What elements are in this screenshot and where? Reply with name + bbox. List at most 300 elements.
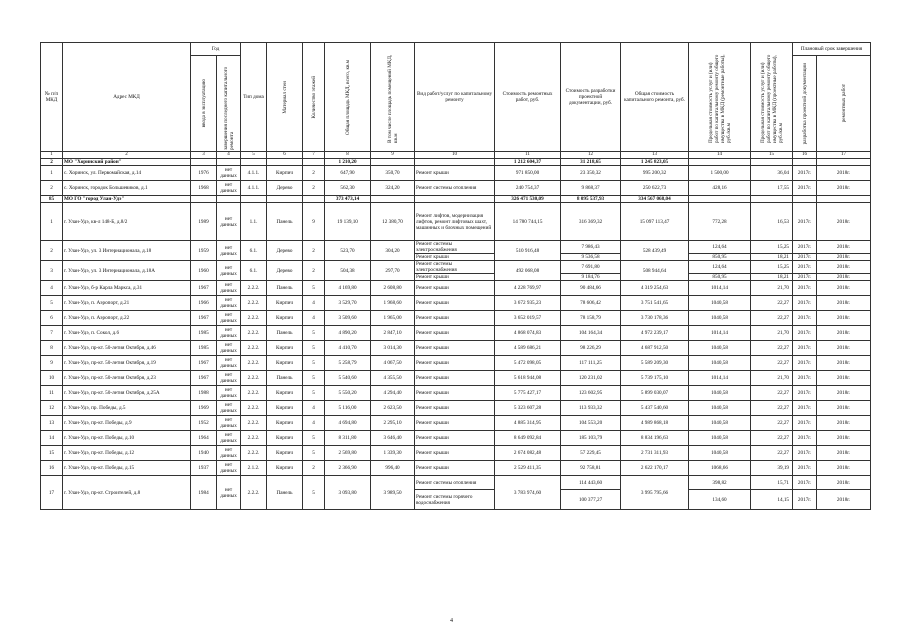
table-cell: 5 618 944,08 xyxy=(495,371,561,386)
table-cell: 2018г. xyxy=(817,281,871,296)
table-cell: 14 xyxy=(41,431,63,446)
table-cell: 92 758,81 xyxy=(561,461,621,476)
table-cell: 10 xyxy=(41,371,63,386)
table-cell: 2 731 311,93 xyxy=(621,446,689,461)
table-cell: нет данных xyxy=(217,446,241,461)
table-cell: 2.2.2. xyxy=(241,386,267,401)
table-cell: 4 294,40 xyxy=(371,386,415,401)
table-cell: Кирпич xyxy=(267,341,303,356)
table-cell: 3 989,50 xyxy=(371,476,415,510)
table-cell: 3 995 795,66 xyxy=(621,476,689,510)
table-cell xyxy=(817,159,871,166)
table-cell: нет данных xyxy=(217,281,241,296)
table-cell: 1952 xyxy=(191,416,217,431)
table-cell: 1960 xyxy=(191,261,217,281)
table-cell: 104 164,34 xyxy=(561,326,621,341)
table-row xyxy=(41,261,871,274)
document-sheet xyxy=(40,42,870,510)
table-cell: 2017г. xyxy=(793,241,817,254)
table-cell: 2.2.2. xyxy=(241,341,267,356)
page-number: 4 xyxy=(450,618,453,624)
table-cell: 428,16 xyxy=(689,181,751,196)
table-cell: нет данных xyxy=(217,461,241,476)
header-total-area: Общая площадь МКД, всего, кв.м xyxy=(325,43,371,152)
table-cell: 4 868 074,83 xyxy=(495,326,561,341)
table-cell: 4 xyxy=(303,401,325,416)
table-cell: 2.2.2. xyxy=(241,311,267,326)
summary-row xyxy=(41,196,871,203)
table-cell: 1 245 823,05 xyxy=(621,159,689,166)
table-cell: 2018г. xyxy=(817,356,871,371)
table-cell: 971 850,00 xyxy=(495,166,561,181)
table-cell: нет данных xyxy=(217,401,241,416)
table-cell: Ремонт крыши xyxy=(415,356,495,371)
table-cell: 5 xyxy=(303,476,325,510)
table-cell xyxy=(689,196,751,203)
table-cell: Дерево xyxy=(267,261,303,281)
table-cell: Кирпич xyxy=(267,461,303,476)
table-cell: 1040,58 xyxy=(689,341,751,356)
table-cell: Ремонт крыши xyxy=(415,416,495,431)
table-cell: 114 443,60 xyxy=(561,476,621,490)
table-cell: 2.2.2. xyxy=(241,371,267,386)
table-cell: 31 218,65 xyxy=(561,159,621,166)
table-cell: Ремонт крыши xyxy=(415,166,495,181)
table-cell: 1985 xyxy=(191,326,217,341)
table-cell: 1014,14 xyxy=(689,371,751,386)
header-year-repair: завершения последнего капитального ремонта xyxy=(217,56,241,152)
table-cell xyxy=(241,159,267,166)
table-row xyxy=(41,461,871,476)
table-cell: 1040,58 xyxy=(689,431,751,446)
table-cell: г. Улан-Удэ, пр-кт. Строителей, д.8 xyxy=(63,476,191,510)
table-cell: 21,70 xyxy=(751,371,793,386)
table-cell: 2018г. xyxy=(817,416,871,431)
table-cell: 850,95 xyxy=(689,254,751,261)
table-cell: Панель xyxy=(267,281,303,296)
table-cell: Кирпич xyxy=(267,401,303,416)
table-cell xyxy=(191,196,217,203)
header-deadline-design: разработка проектной документации xyxy=(793,56,817,152)
repair-table xyxy=(40,42,871,510)
table-cell: 14 780 744,15 xyxy=(495,203,561,241)
table-cell: 2017г. xyxy=(793,203,817,241)
table-cell: 6.1. xyxy=(241,241,267,261)
table-cell: 2018г. xyxy=(817,476,871,490)
table-cell: 2.2.2. xyxy=(241,431,267,446)
table-cell: 2018г. xyxy=(817,371,871,386)
table-cell: 3 xyxy=(41,261,63,281)
table-row xyxy=(41,281,871,296)
table-cell xyxy=(751,159,793,166)
table-cell: 2017г. xyxy=(793,416,817,431)
table-cell: Кирпич xyxy=(267,311,303,326)
table-cell: г. Улан-Удэ, кв-л 148-Б, д.8/2 xyxy=(63,203,191,241)
table-cell: 2017г. xyxy=(793,274,817,281)
table-cell xyxy=(267,196,303,203)
table-cell: 19 139,10 xyxy=(325,203,371,241)
summary-row xyxy=(41,159,871,166)
table-cell: 1.1. xyxy=(241,203,267,241)
table-cell: 334 567 068,04 xyxy=(621,196,689,203)
table-cell: 85 xyxy=(41,196,63,203)
table-cell: нет данных xyxy=(217,181,241,196)
table-cell: 2 xyxy=(41,159,63,166)
table-cell: Кирпич xyxy=(267,446,303,461)
table-cell xyxy=(303,159,325,166)
table-cell: Кирпич xyxy=(267,386,303,401)
table-cell: 22,27 xyxy=(751,401,793,416)
table-cell: 1968 xyxy=(191,181,217,196)
table-cell: 1040,58 xyxy=(689,296,751,311)
table-cell: 5 323 607,28 xyxy=(495,401,561,416)
table-cell: 2 xyxy=(303,261,325,281)
table-cell: г. Улан-Удэ, пр-кт. Победы, д.9 xyxy=(63,416,191,431)
table-cell: 7 xyxy=(41,326,63,341)
table-cell: 647,90 xyxy=(325,166,371,181)
header-deadline-repair: ремонтных работ xyxy=(817,56,871,152)
table-cell: 1 965,00 xyxy=(371,311,415,326)
table-cell: 18,21 xyxy=(751,274,793,281)
table-cell: 2 674 082,48 xyxy=(495,446,561,461)
table-cell: Панель xyxy=(267,476,303,510)
header-design-cost: Стоимость разработки проектной документации, руб. xyxy=(561,43,621,152)
table-cell: 120 231,02 xyxy=(561,371,621,386)
table-cell: 2017г. xyxy=(793,281,817,296)
table-cell: 185 103,79 xyxy=(561,431,621,446)
table-cell: г. Улан-Удэ, п. Аэропорт, д.21 xyxy=(63,296,191,311)
table-cell xyxy=(371,159,415,166)
table-cell: Ремонт крыши xyxy=(415,341,495,356)
table-cell: 1 210,20 xyxy=(325,159,371,166)
table-row xyxy=(41,296,871,311)
table-row xyxy=(41,166,871,181)
table-cell: 2.2.2. xyxy=(241,356,267,371)
table-cell: 2017г. xyxy=(793,386,817,401)
table-cell: Ремонт крыши xyxy=(415,326,495,341)
table-row xyxy=(41,416,871,431)
table-cell: 2 569,80 xyxy=(325,446,371,461)
table-cell: 2 622 170,17 xyxy=(621,461,689,476)
table-cell: Ремонт системы электроснабжения xyxy=(415,261,495,274)
table-cell: 2018г. xyxy=(817,446,871,461)
table-cell: 2017г. xyxy=(793,461,817,476)
table-cell: 2.2.2. xyxy=(241,446,267,461)
table-cell: 17 xyxy=(41,476,63,510)
table-cell: 1 212 604,37 xyxy=(495,159,561,166)
table-cell: 8 095 537,93 xyxy=(561,196,621,203)
table-cell: Кирпич xyxy=(267,166,303,181)
table-cell: 16 xyxy=(41,461,63,476)
table-cell: 5 258,79 xyxy=(325,356,371,371)
table-cell: 8 311,80 xyxy=(325,431,371,446)
table-cell: 23 350,32 xyxy=(561,166,621,181)
table-cell: 2018г. xyxy=(817,461,871,476)
table-cell: 2017г. xyxy=(793,261,817,274)
table-cell: 1964 xyxy=(191,431,217,446)
table-cell: 22,27 xyxy=(751,446,793,461)
table-cell: 8 834 196,63 xyxy=(621,431,689,446)
table-cell: 5 xyxy=(303,431,325,446)
table-cell: 324,20 xyxy=(371,181,415,196)
table-cell: 5 739 175,10 xyxy=(621,371,689,386)
header-limit-cost2: Предельная стоимость услуг и (или) работ по капитальному ремонту общего имущества в МКД (проектные работы), руб./кв.м xyxy=(751,43,793,152)
table-cell: 15,71 xyxy=(751,476,793,490)
table-cell: 2017г. xyxy=(793,446,817,461)
table-cell: 250 622,73 xyxy=(621,181,689,196)
table-cell xyxy=(817,196,871,203)
table-cell: 2 847,10 xyxy=(371,326,415,341)
table-cell: 508 944,64 xyxy=(621,261,689,281)
table-cell: 4 687 912,50 xyxy=(621,341,689,356)
table-cell: 5 xyxy=(303,341,325,356)
table-cell: 2.2.2. xyxy=(241,401,267,416)
table-cell: 995 200,32 xyxy=(621,166,689,181)
table-cell: 2017г. xyxy=(793,181,817,196)
table-cell: 5 xyxy=(303,356,325,371)
table-cell: 21,70 xyxy=(751,281,793,296)
table-cell: 21,70 xyxy=(751,326,793,341)
table-cell: 117 111,25 xyxy=(561,356,621,371)
table-cell: 2.2.2. xyxy=(241,281,267,296)
table-cell: 2017г. xyxy=(793,296,817,311)
table-cell: 2 xyxy=(303,461,325,476)
table-cell: 9 536,58 xyxy=(561,254,621,261)
table-cell: 1014,14 xyxy=(689,281,751,296)
table-cell: Ремонт крыши xyxy=(415,274,495,281)
table-cell: 3 672 935,23 xyxy=(495,296,561,311)
table-cell: 3 652 019,57 xyxy=(495,311,561,326)
table-cell: Дерево xyxy=(267,241,303,261)
table-cell xyxy=(415,196,495,203)
table-cell: 78 606,42 xyxy=(561,296,621,311)
table-cell: 5 540,60 xyxy=(325,371,371,386)
table-cell: 2018г. xyxy=(817,311,871,326)
table-row xyxy=(41,431,871,446)
table-cell: 5 xyxy=(41,296,63,311)
table-row xyxy=(41,203,871,241)
header-limit-cost: Предельная стоимость услуг и (или) работ по капитальному ремонту общего имущества в МКД (ремонтные работы), руб./кв.м xyxy=(689,43,751,152)
table-cell: 562,30 xyxy=(325,181,371,196)
table-cell: Ремонт крыши xyxy=(415,431,495,446)
table-cell: 350,70 xyxy=(371,166,415,181)
table-cell: Ремонт крыши xyxy=(415,446,495,461)
table-cell: 373 473,14 xyxy=(325,196,371,203)
table-cell: 1969 xyxy=(191,401,217,416)
table-cell: 5 xyxy=(303,326,325,341)
table-cell: 2017г. xyxy=(793,371,817,386)
table-cell: 22,27 xyxy=(751,296,793,311)
table-cell xyxy=(793,159,817,166)
table-cell: 850,95 xyxy=(689,274,751,281)
table-cell: 2.2.2. xyxy=(241,416,267,431)
table-cell: 2.2.2. xyxy=(241,296,267,311)
table-cell: 9 xyxy=(41,356,63,371)
table-cell: 2 623,50 xyxy=(371,401,415,416)
table-cell: 5 xyxy=(303,386,325,401)
table-cell: 14,15 xyxy=(751,490,793,510)
header-address: Адрес МКД xyxy=(63,43,191,152)
table-cell: 2017г. xyxy=(793,476,817,490)
table-cell: с. Хоринск, городок Большевиков, д.1 xyxy=(63,181,191,196)
table-cell: 123 602,95 xyxy=(561,386,621,401)
table-cell: 2018г. xyxy=(817,261,871,274)
table-cell xyxy=(751,196,793,203)
table-cell: Ремонт системы горячего водоснабжения xyxy=(415,490,495,510)
table-cell xyxy=(303,196,325,203)
table-cell xyxy=(191,159,217,166)
table-cell: Ремонт крыши xyxy=(415,296,495,311)
table-cell: 4 xyxy=(303,311,325,326)
table-cell: 3 529,70 xyxy=(325,296,371,311)
table-cell: 2.2.2. xyxy=(241,476,267,510)
table-cell: 2017г. xyxy=(793,490,817,510)
table-cell: Ремонт крыши xyxy=(415,311,495,326)
table-cell: 510 916,48 xyxy=(495,241,561,261)
table-cell: Ремонт крыши xyxy=(415,386,495,401)
table-cell: 5 xyxy=(303,371,325,386)
table-cell: г. Улан-Удэ, ул. 3 Интернационала, д.18А xyxy=(63,261,191,281)
table-cell: 2018г. xyxy=(817,326,871,341)
table-cell: 78 158,79 xyxy=(561,311,621,326)
table-cell: 4 589 686,21 xyxy=(495,341,561,356)
table-cell xyxy=(241,196,267,203)
header-repair-cost: Стоимость ремонтных работ, руб. xyxy=(495,43,561,152)
table-cell: 39,19 xyxy=(751,461,793,476)
table-cell: 2.2.2. xyxy=(241,326,267,341)
table-cell: 3 783 974,60 xyxy=(495,476,561,510)
table-cell: 8 xyxy=(41,341,63,356)
table-cell: 2.1.2. xyxy=(241,461,267,476)
table-cell: 2 366,90 xyxy=(325,461,371,476)
table-cell: 1937 xyxy=(191,461,217,476)
table-cell: 1984 xyxy=(191,476,217,510)
table-cell: 1040,58 xyxy=(689,386,751,401)
table-cell: 2018г. xyxy=(817,341,871,356)
table-cell: 1966 xyxy=(191,296,217,311)
table-cell: 11 xyxy=(41,386,63,401)
table-cell: 1967 xyxy=(191,311,217,326)
table-cell: нет данных xyxy=(217,203,241,241)
table-cell: 3 509,60 xyxy=(325,311,371,326)
table-cell: 2 xyxy=(41,181,63,196)
table-cell: 13 xyxy=(41,416,63,431)
table-cell: нет данных xyxy=(217,416,241,431)
table-cell: 2 608,80 xyxy=(371,281,415,296)
table-cell: 504,38 xyxy=(325,261,371,281)
table-cell: 4 694,80 xyxy=(325,416,371,431)
table-cell: 398,82 xyxy=(689,476,751,490)
table-cell: 2 xyxy=(303,181,325,196)
table-cell: Ремонт лифтов, модернизация лифтов, ремонт лифтовых шахт, машинных и блочных помещений xyxy=(415,203,495,241)
table-cell: 4 319 254,63 xyxy=(621,281,689,296)
table-cell: 1 xyxy=(41,166,63,181)
table-cell: г. Улан-Удэ, пр. Победы, д.5 xyxy=(63,401,191,416)
header-floors: Количество этажей xyxy=(303,43,325,152)
table-row xyxy=(41,311,871,326)
table-cell: Ремонт крыши xyxy=(415,281,495,296)
table-cell: 18,21 xyxy=(751,254,793,261)
table-cell: нет данных xyxy=(217,386,241,401)
table-cell: 4 972 239,17 xyxy=(621,326,689,341)
table-cell: г. Улан-Удэ, пр-кт. 50-летия Октября, д.46 xyxy=(63,341,191,356)
table-cell: 22,27 xyxy=(751,386,793,401)
table-cell: 124,64 xyxy=(689,261,751,274)
table-cell: г. Улан-Удэ, пр-кт. Победы, д.12 xyxy=(63,446,191,461)
table-cell: 2017г. xyxy=(793,341,817,356)
table-cell: 3 014,30 xyxy=(371,341,415,356)
table-cell: г. Улан-Удэ, п. Сокол, д.6 xyxy=(63,326,191,341)
table-row xyxy=(41,476,871,490)
table-cell: 2017г. xyxy=(793,166,817,181)
table-cell: 22,27 xyxy=(751,416,793,431)
table-cell: 2018г. xyxy=(817,203,871,241)
table-cell: 57 229,45 xyxy=(561,446,621,461)
table-cell: 15,25 xyxy=(751,241,793,254)
table-cell: Кирпич xyxy=(267,416,303,431)
table-cell: 2018г. xyxy=(817,254,871,261)
table-cell: 2017г. xyxy=(793,431,817,446)
table-cell: 240 754,37 xyxy=(495,181,561,196)
table-cell: 1967 xyxy=(191,281,217,296)
header-num: № п/п МКД xyxy=(41,43,63,152)
table-cell: 5 xyxy=(303,281,325,296)
table-cell: Ремонт крыши xyxy=(415,254,495,261)
table-cell: г. Улан-Удэ, пр-кт. Победы, д.10 xyxy=(63,431,191,446)
table-cell: 2018г. xyxy=(817,241,871,254)
table-cell: 4 xyxy=(41,281,63,296)
table-cell: Ремонт системы электроснабжения xyxy=(415,241,495,254)
table-cell: Ремонт системы отопления xyxy=(415,476,495,490)
table-cell: 1040,58 xyxy=(689,416,751,431)
table-cell: 8 649 092,84 xyxy=(495,431,561,446)
table-row xyxy=(41,356,871,371)
table-cell: 4 885 314,95 xyxy=(495,416,561,431)
table-cell: 2018г. xyxy=(817,296,871,311)
table-cell: 15 097 113,47 xyxy=(621,203,689,241)
table-cell: 12 xyxy=(41,401,63,416)
table-cell: Кирпич xyxy=(267,356,303,371)
table-body xyxy=(41,159,871,510)
table-cell: 5 899 030,07 xyxy=(621,386,689,401)
header-year-group: Год xyxy=(191,43,241,56)
table-cell: 1014,14 xyxy=(689,326,751,341)
table-cell: нет данных xyxy=(217,326,241,341)
table-cell xyxy=(217,159,241,166)
table-cell: 2018г. xyxy=(817,401,871,416)
table-cell: 2017г. xyxy=(793,401,817,416)
table-cell: 1 500,00 xyxy=(689,166,751,181)
table-cell: 5 xyxy=(303,446,325,461)
table-cell xyxy=(371,196,415,203)
table-cell: Кирпич xyxy=(267,296,303,311)
table-cell: г. Улан-Удэ, пр-кт. 50-летия Октября, д.23 xyxy=(63,371,191,386)
table-cell xyxy=(415,159,495,166)
table-cell: 1 xyxy=(41,203,63,241)
table-cell: 1040,58 xyxy=(689,401,751,416)
table-cell: 22,27 xyxy=(751,356,793,371)
table-cell: 1989 xyxy=(191,203,217,241)
table-cell: Ремонт крыши xyxy=(415,401,495,416)
table-cell: г. Улан-Удэ, пр-кт. 50-летия Октября, д.19 xyxy=(63,356,191,371)
table-cell: 1967 xyxy=(191,356,217,371)
table-cell: Ремонт системы отопления xyxy=(415,181,495,196)
table-cell: 4 228 769,97 xyxy=(495,281,561,296)
column-index-row: 1 2 3 4 5 6 7 8 9 10 11 12 13 14 15 16 17 xyxy=(41,152,871,159)
table-row xyxy=(41,401,871,416)
table-cell: г. Улан-Удэ, ул. 3 Интернационала, д.18 xyxy=(63,241,191,261)
table-cell: 36,04 xyxy=(751,166,793,181)
